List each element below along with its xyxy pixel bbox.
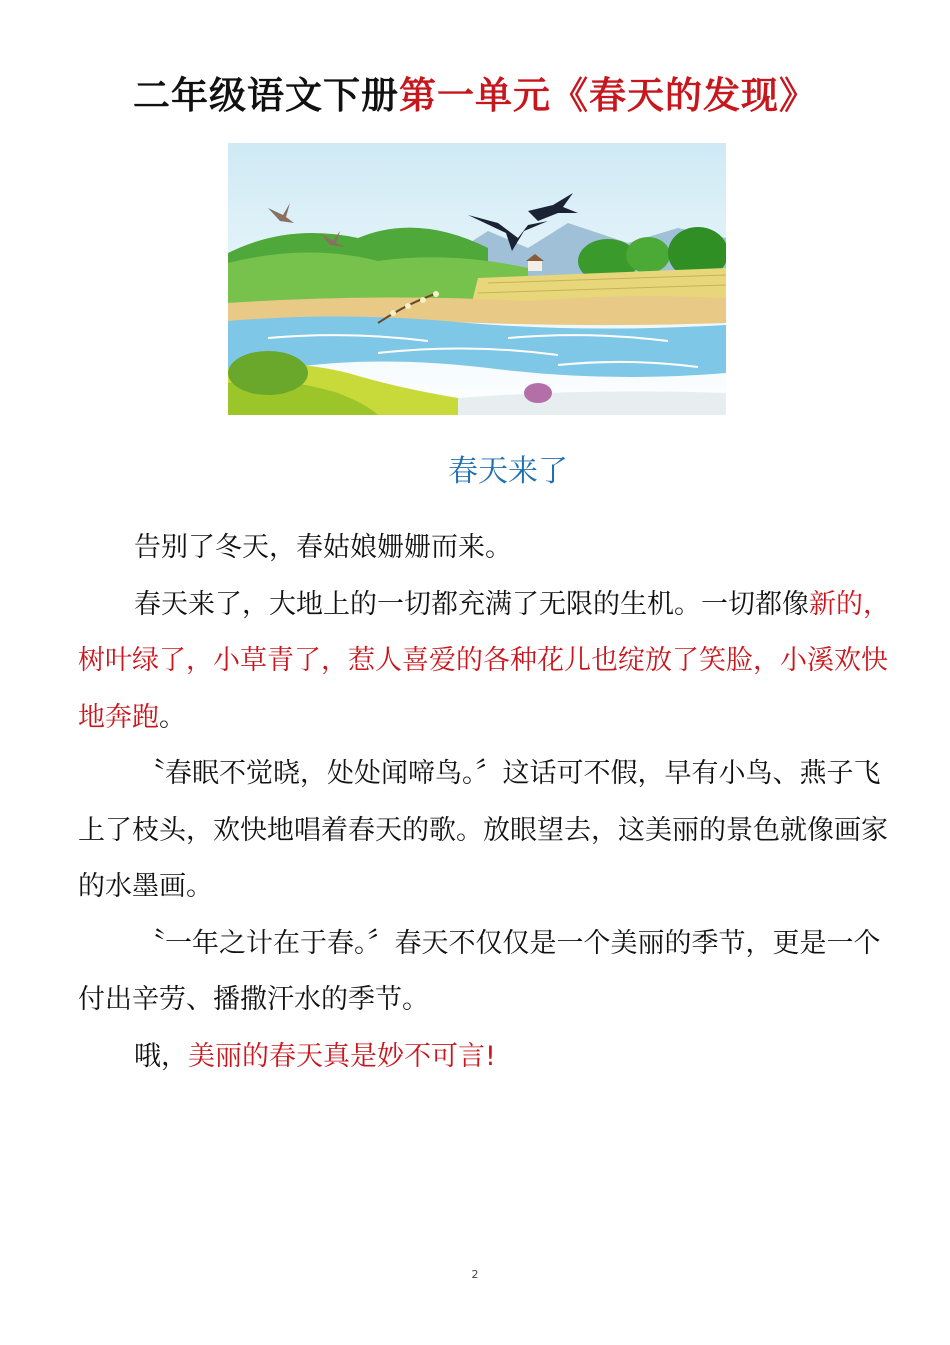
paragraph-4: 〝一年之计在于春。〞春天不仅仅是一个美丽的季节，更是一个付出辛劳、播撒汗水的季节。 bbox=[78, 927, 881, 1015]
page-title bbox=[0, 66, 950, 126]
paragraph-2-highlight: 新的，树叶绿了，小草青了，惹人喜爱的各种花儿也绽放了笑脸，小溪欢快地奔跑 bbox=[78, 588, 890, 733]
paragraph-1: 告别了冬天，春姑娘姗姗而来。 bbox=[134, 532, 512, 563]
paragraph-5-highlight: 美丽的春天真是妙不可言! bbox=[188, 1040, 496, 1072]
paragraph-5-plain: 哦， bbox=[134, 1040, 188, 1072]
paragraph-5 bbox=[78, 1029, 890, 1086]
essay-title: 春天来了 bbox=[448, 454, 568, 489]
essay-body bbox=[78, 520, 890, 1085]
paragraph-2-end: 。 bbox=[159, 701, 186, 733]
page-number: 2 bbox=[471, 1268, 479, 1281]
title-grade-part: 二年级语文下册 bbox=[133, 74, 399, 117]
title-unit-part: 第一单元《春天的发现》 bbox=[399, 74, 817, 117]
spring-landscape-illustration bbox=[228, 143, 726, 415]
paragraph-2 bbox=[78, 577, 890, 747]
paragraph-3: 〝春眠不觉晓，处处闻啼鸟。〞这话可不假，早有小鸟、燕子飞上了枝头，欢快地唱着春天的歌。放眼望去，这美丽的景色就像画家的水墨画。 bbox=[78, 758, 888, 902]
paragraph-2-plain: 春天来了，大地上的一切都充满了无限的生机。一切都像 bbox=[134, 588, 809, 620]
